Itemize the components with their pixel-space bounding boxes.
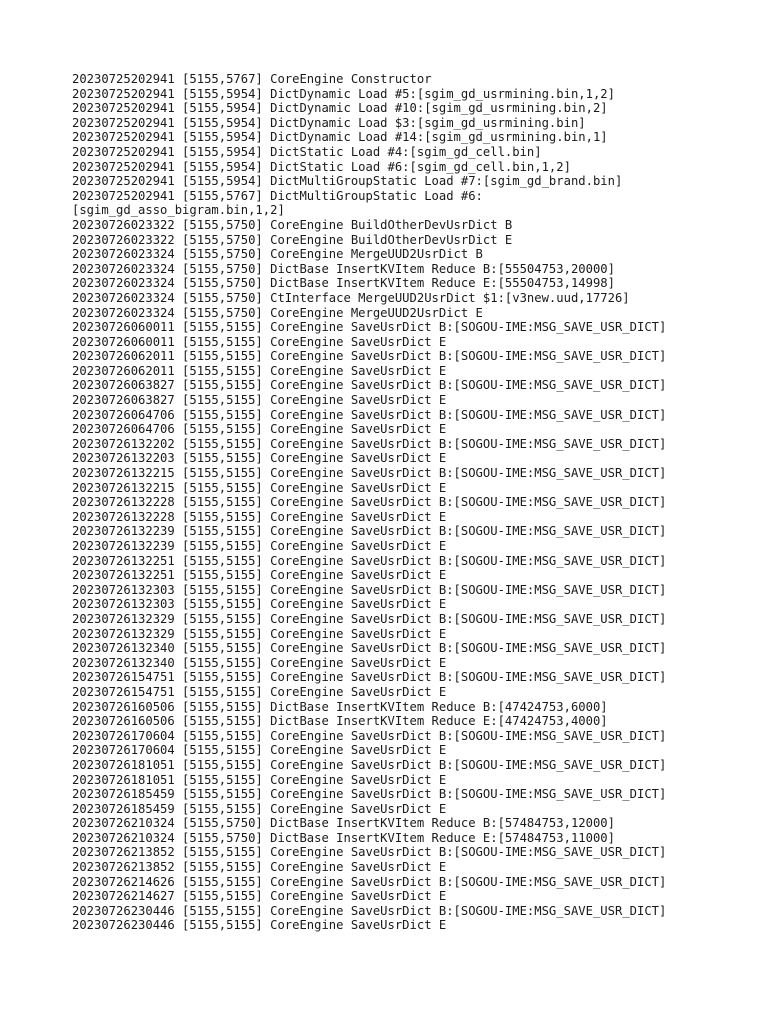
log-line: 20230725202941 [5155,5954] DictDynamic Load $3:[sgim_gd_usrmining.bin] <box>72 115 586 130</box>
log-line: 20230726132202 [5155,5155] CoreEngine SaveUsrDict B:[SOGOU-IME:MSG_SAVE_USR_DICT] <box>72 436 667 451</box>
log-line: 20230726132329 [5155,5155] CoreEngine SaveUsrDict E <box>72 626 447 641</box>
log-line: 20230726160506 [5155,5155] DictBase InsertKVItem Reduce B:[47424753,6000] <box>72 699 608 714</box>
log-line: 20230726023322 [5155,5750] CoreEngine BuildOtherDevUsrDict B <box>72 217 513 232</box>
log-line: 20230725202941 [5155,5954] DictDynamic Load #14:[sgim_gd_usrmining.bin,1] <box>72 130 608 145</box>
log-line: 20230726210324 [5155,5750] DictBase InsertKVItem Reduce B:[57484753,12000] <box>72 816 615 831</box>
log-line: 20230725202941 [5155,5954] DictDynamic Load #5:[sgim_gd_usrmining.bin,1,2] <box>72 86 615 101</box>
log-line: 20230726132215 [5155,5155] CoreEngine SaveUsrDict B:[SOGOU-IME:MSG_SAVE_USR_DICT] <box>72 466 667 481</box>
log-line: 20230726132203 [5155,5155] CoreEngine SaveUsrDict E <box>72 451 447 466</box>
log-line: 20230726060011 [5155,5155] CoreEngine SaveUsrDict B:[SOGOU-IME:MSG_SAVE_USR_DICT] <box>72 320 667 335</box>
log-line: 20230726062011 [5155,5155] CoreEngine SaveUsrDict B:[SOGOU-IME:MSG_SAVE_USR_DICT] <box>72 349 667 364</box>
log-line: 20230726154751 [5155,5155] CoreEngine SaveUsrDict E <box>72 684 447 699</box>
log-line: 20230726064706 [5155,5155] CoreEngine SaveUsrDict B:[SOGOU-IME:MSG_SAVE_USR_DICT] <box>72 407 667 422</box>
log-line: 20230726170604 [5155,5155] CoreEngine SaveUsrDict E <box>72 743 447 758</box>
log-line: 20230726160506 [5155,5155] DictBase InsertKVItem Reduce E:[47424753,4000] <box>72 714 608 729</box>
log-line: 20230726132239 [5155,5155] CoreEngine SaveUsrDict E <box>72 539 447 553</box>
log-text-block <box>72 72 712 933</box>
log-line: 20230726213852 [5155,5155] CoreEngine SaveUsrDict B:[SOGOU-IME:MSG_SAVE_USR_DICT] <box>72 845 667 860</box>
log-line: [sgim_gd_asso_bigram.bin,1,2] <box>72 203 285 218</box>
log-line: 20230726210324 [5155,5750] DictBase InsertKVItem Reduce E:[57484753,11000] <box>72 830 615 845</box>
log-line: 20230726230446 [5155,5155] CoreEngine SaveUsrDict B:[SOGOU-IME:MSG_SAVE_USR_DICT] <box>72 903 667 918</box>
log-line: 20230726230446 [5155,5155] CoreEngine SaveUsrDict E <box>72 918 447 933</box>
log-line: 20230726132329 [5155,5155] CoreEngine SaveUsrDict B:[SOGOU-IME:MSG_SAVE_USR_DICT] <box>72 611 667 626</box>
log-line: 20230726214627 [5155,5155] CoreEngine SaveUsrDict E <box>72 889 447 904</box>
log-line: 20230726154751 [5155,5155] CoreEngine SaveUsrDict B:[SOGOU-IME:MSG_SAVE_USR_DICT] <box>72 670 667 685</box>
log-line: 20230726170604 [5155,5155] CoreEngine SaveUsrDict B:[SOGOU-IME:MSG_SAVE_USR_DICT] <box>72 728 667 743</box>
log-line: 20230726023324 [5155,5750] CoreEngine MergeUUD2UsrDict B <box>72 247 483 262</box>
log-line: 20230726185459 [5155,5155] CoreEngine SaveUsrDict B:[SOGOU-IME:MSG_SAVE_USR_DICT] <box>72 787 667 802</box>
log-line: 20230726132215 [5155,5155] CoreEngine SaveUsrDict E <box>72 480 447 495</box>
log-line: 20230726023322 [5155,5750] CoreEngine BuildOtherDevUsrDict E <box>72 232 513 247</box>
log-line: 20230725202941 [5155,5954] DictStatic Load #6:[sgim_gd_cell.bin,1,2] <box>72 159 571 174</box>
log-line: 20230726213852 [5155,5155] CoreEngine SaveUsrDict E <box>72 860 447 875</box>
log-line: 20230725202941 [5155,5954] DictStatic Load #4:[sgim_gd_cell.bin] <box>72 144 542 159</box>
log-line: 20230726023324 [5155,5750] DictBase InsertKVItem Reduce E:[55504753,14998] <box>72 276 615 291</box>
log-line: 20230726132251 [5155,5155] CoreEngine SaveUsrDict E <box>72 568 447 583</box>
log-line: 20230726132239 [5155,5155] CoreEngine SaveUsrDict B:[SOGOU-IME:MSG_SAVE_USR_DICT] <box>72 524 667 539</box>
log-line: 20230726214626 [5155,5155] CoreEngine SaveUsrDict B:[SOGOU-IME:MSG_SAVE_USR_DICT] <box>72 874 667 889</box>
log-line: 20230726132340 [5155,5155] CoreEngine SaveUsrDict B:[SOGOU-IME:MSG_SAVE_USR_DICT] <box>72 641 667 656</box>
log-line: 20230726023324 [5155,5750] CtInterface MergeUUD2UsrDict $1:[v3new.uud,17726] <box>72 290 630 305</box>
log-line: 20230726023324 [5155,5750] DictBase InsertKVItem Reduce B:[55504753,20000] <box>72 261 615 276</box>
log-line: 20230726063827 [5155,5155] CoreEngine SaveUsrDict E <box>72 393 447 408</box>
log-line: 20230725202941 [5155,5954] DictMultiGroupStatic Load #7:[sgim_gd_brand.bin] <box>72 174 623 189</box>
log-line: 20230726185459 [5155,5155] CoreEngine SaveUsrDict E <box>72 801 447 816</box>
log-line: 20230726181051 [5155,5155] CoreEngine SaveUsrDict B:[SOGOU-IME:MSG_SAVE_USR_DICT] <box>72 757 667 772</box>
log-line: 20230726181051 [5155,5155] CoreEngine SaveUsrDict E <box>72 772 447 787</box>
log-line: 20230726063827 [5155,5155] CoreEngine SaveUsrDict B:[SOGOU-IME:MSG_SAVE_USR_DICT] <box>72 378 667 393</box>
log-line: 20230726132228 [5155,5155] CoreEngine SaveUsrDict E <box>72 509 447 524</box>
log-line: 20230726132303 [5155,5155] CoreEngine SaveUsrDict B:[SOGOU-IME:MSG_SAVE_USR_DICT] <box>72 582 667 597</box>
log-line: 20230726023324 [5155,5750] CoreEngine MergeUUD2UsrDict E <box>72 305 483 320</box>
log-line: 20230725202941 [5155,5954] DictDynamic Load #10:[sgim_gd_usrmining.bin,2] <box>72 101 608 116</box>
log-line: 20230726060011 [5155,5155] CoreEngine SaveUsrDict E <box>72 334 447 349</box>
log-line: 20230726062011 [5155,5155] CoreEngine SaveUsrDict E <box>72 363 447 378</box>
log-line: 20230726132340 [5155,5155] CoreEngine SaveUsrDict E <box>72 655 447 670</box>
log-line: 20230726132251 [5155,5155] CoreEngine SaveUsrDict B:[SOGOU-IME:MSG_SAVE_USR_DICT] <box>72 553 667 568</box>
log-line: 20230726132228 [5155,5155] CoreEngine SaveUsrDict B:[SOGOU-IME:MSG_SAVE_USR_DICT] <box>72 495 667 510</box>
log-line: 20230726064706 [5155,5155] CoreEngine SaveUsrDict E <box>72 422 447 437</box>
log-line: 20230725202941 [5155,5767] DictMultiGroupStatic Load #6: <box>72 188 483 203</box>
log-line: 20230725202941 [5155,5767] CoreEngine Constructor <box>72 72 432 86</box>
log-line: 20230726132303 [5155,5155] CoreEngine SaveUsrDict E <box>72 597 447 612</box>
